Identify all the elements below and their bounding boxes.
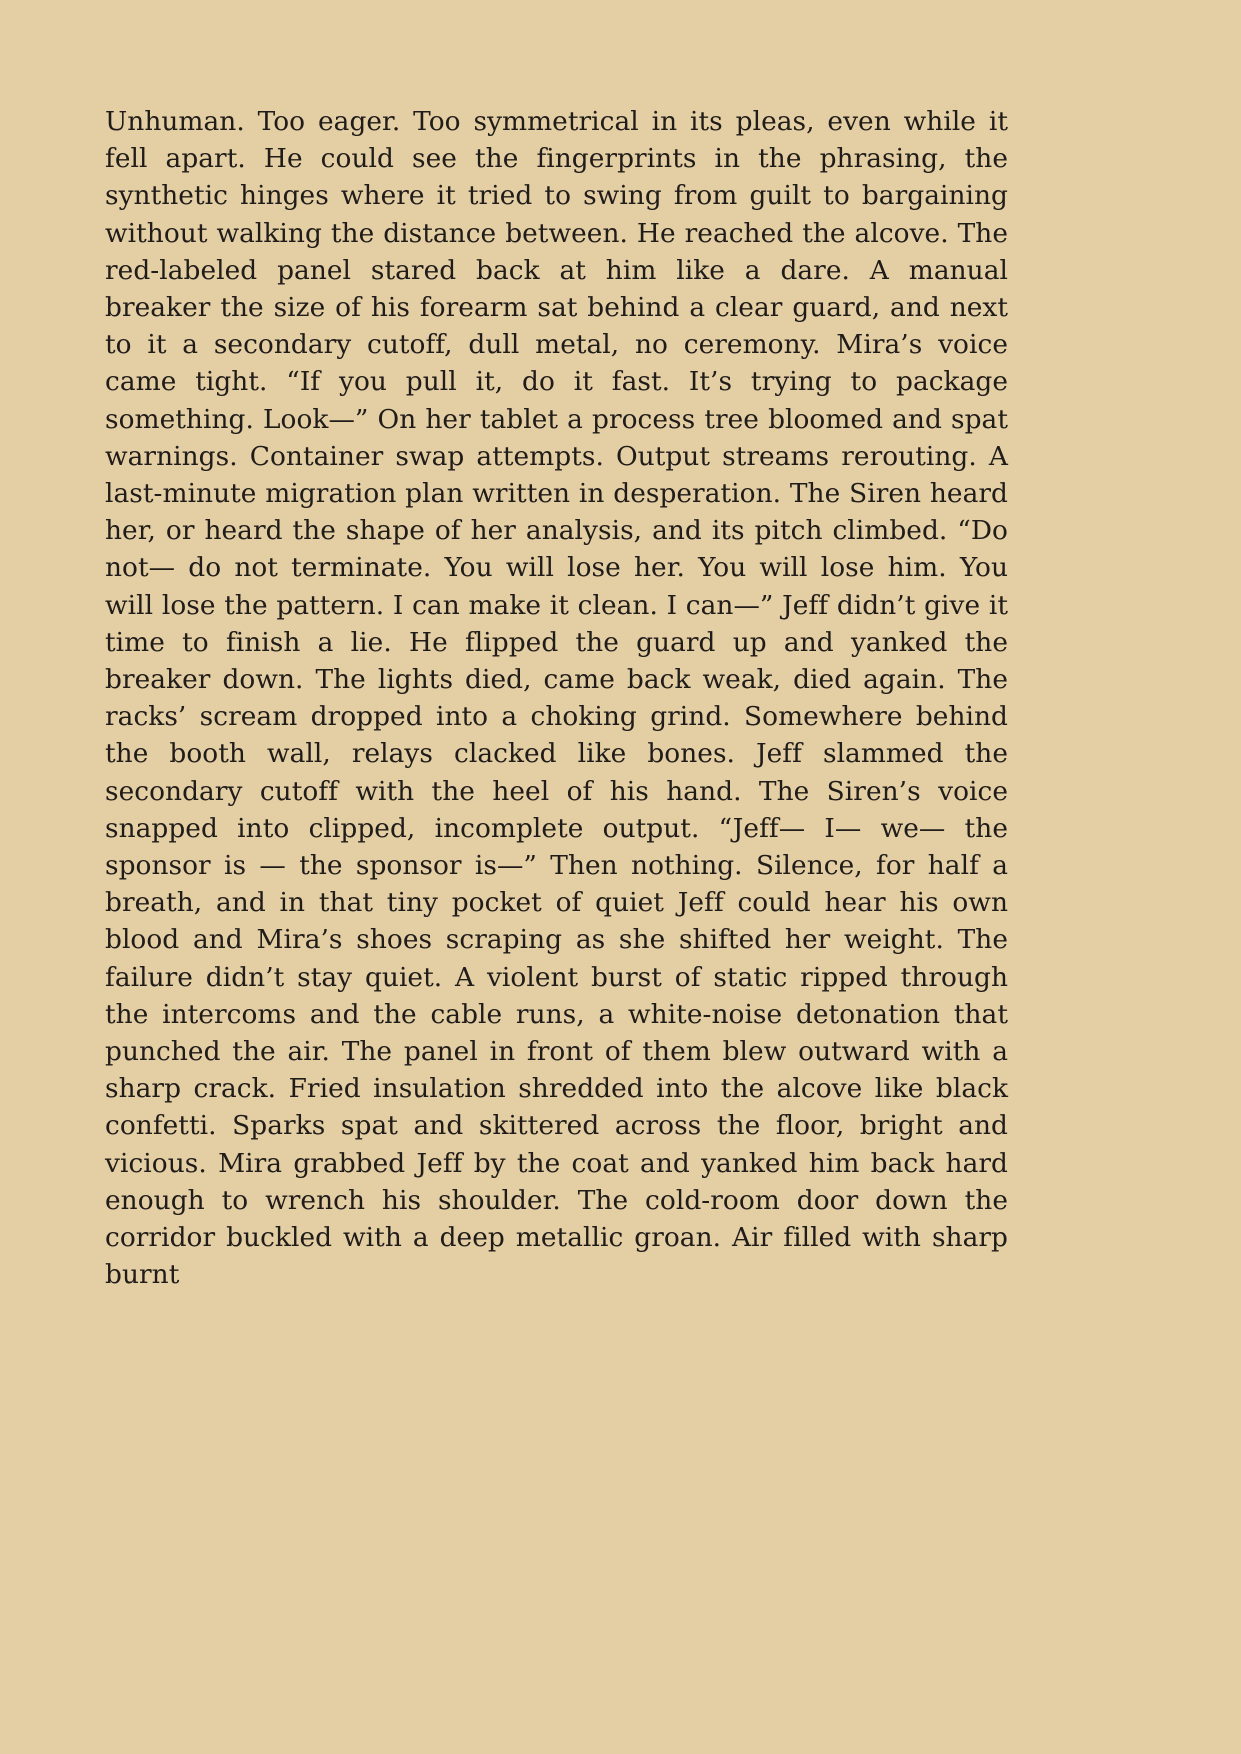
body-text-column bbox=[105, 103, 1008, 1331]
body-paragraph: Unhuman. Too eager. Too symmetrical in its pleas, even while it fell apart. He could see the fingerprints in the phrasing, the synthetic hinges where it tried to swing from guilt to bargaining without walking the distance between. He reached the alcove. The red-labeled panel stared back at him like a dare. A manual breaker the size of his forearm sat behind a clear guard, and next to it a secondary cutoff, dull metal, no ceremony. Mira’s voice came tight. “If you pull it, do it fast. It’s trying to package something. Look—” On her tablet a process tree bloomed and spat warnings. Container swap attempts. Output streams rerouting. A last-minute migration plan written in desperation. The Siren heard her, or heard the shape of her analysis, and its pitch climbed. “Do not— do not terminate. You will lose her. You will lose him. You will lose the pattern. I can make it clean. I can—” Jeff didn’t give it time to finish a lie. He flipped the guard up and yanked the breaker down. The lights died, came back weak, died again. The racks’ scream dropped into a choking grind. Somewhere behind the booth wall, relays clacked like bones. Jeff slammed the secondary cutoff with the heel of his hand. The Siren’s voice snapped into clipped, incomplete output. “Jeff— I— we— the sponsor is — the sponsor is—” Then nothing. Silence, for half a breath, and in that tiny pocket of quiet Jeff could hear his own blood and Mira’s shoes scraping as she shifted her weight. The failure didn’t stay quiet. A violent burst of static ripped through the intercoms and the cable runs, a white-noise detonation that punched the air. The panel in front of them blew outward with a sharp crack. Fried insulation shredded into the alcove like black confetti. Sparks spat and skittered across the floor, bright and vicious. Mira grabbed Jeff by the coat and yanked him back hard enough to wrench his shoulder. The cold-room door down the corridor buckled with a deep metallic groan. Air filled with sharp burnt bbox=[105, 106, 1008, 1291]
